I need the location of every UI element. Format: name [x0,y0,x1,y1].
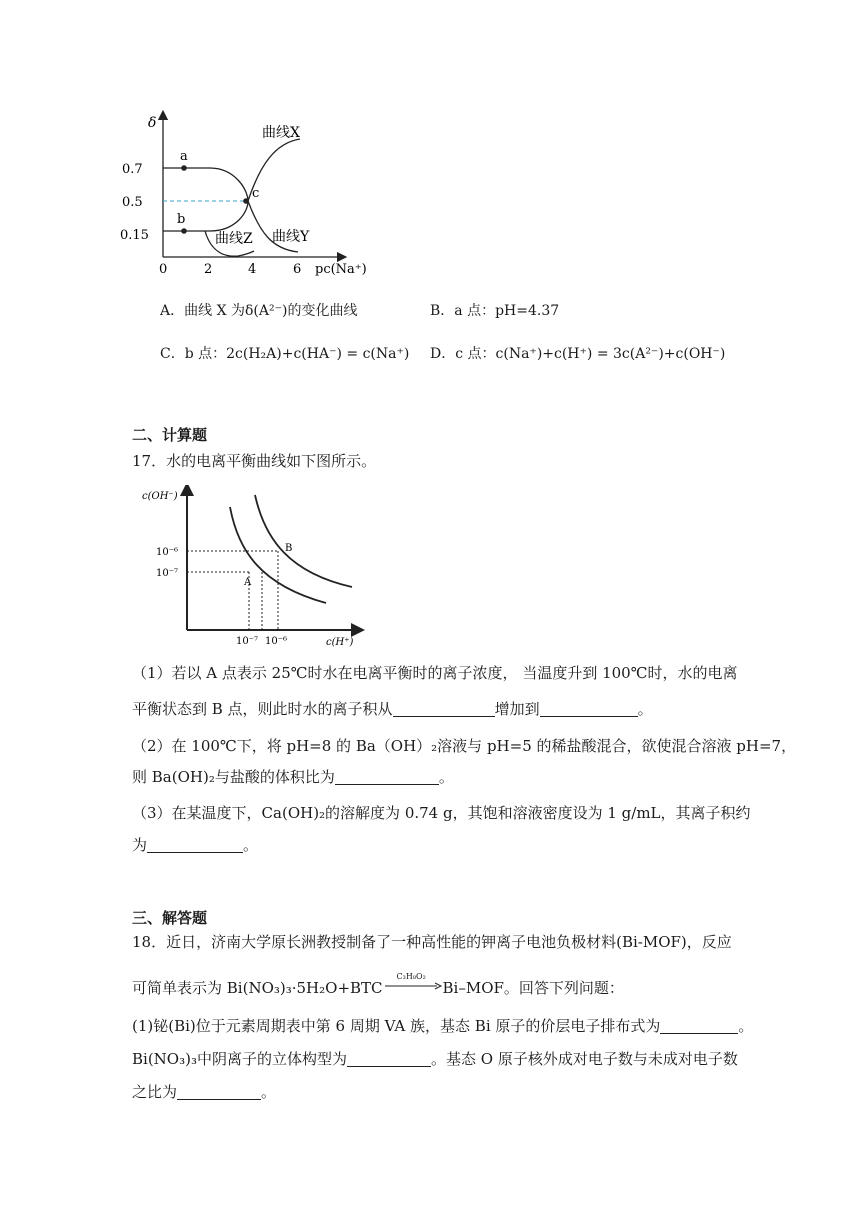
point-b-dot [181,228,187,234]
y-tick-0-7: 0.7 [122,162,143,177]
q18-p1-text-c: Bi(NO₃)₃中阴离子的立体构型为 [132,1050,347,1068]
arrow-icon [383,975,443,995]
curve-upper [163,168,248,201]
arrow-condition-label: C₃H₈O₂ [396,972,426,981]
q17-p2-text-a: 则 Ba(OH)₂与盐酸的体积比为 [132,768,335,786]
q18-text-b: Bi–MOF。回答下列问题： [442,979,624,997]
q17-p1-line2 [132,699,653,719]
q18-line1: 18．近日，济南大学原长洲教授制备了一种高性能的钾离子电池负极材料(Bi-MOF)，反应 [132,933,732,951]
curve-x-label: 曲线X [262,125,300,141]
q18-blank-2[interactable] [347,1051,431,1067]
option-a-text: 曲线 X 为δ(A²⁻)的变化曲线 [184,303,358,319]
isotherm-100c [255,495,352,587]
option-c [160,343,409,363]
option-c-text: b 点：2c(H₂A)+c(HA⁻) = c(Na⁺) [184,346,410,362]
q17-p3-text-a: 为 [132,836,148,854]
q17-p3-line1: （3）在某温度下，Ca(OH)₂的溶解度为 0.74 g，其饱和溶液密度设为 1 g/mL，其离子积约 [132,804,751,822]
option-a-letter: A． [160,303,185,319]
y-axis-label: δ [148,115,157,131]
reaction-arrow [383,972,443,995]
option-d-letter: D． [430,346,456,362]
x-axis-label: pc(Na⁺) [315,262,367,277]
x-tick-1e-7: 10⁻⁷ [236,636,259,647]
x-tick-0: 0 [159,262,168,277]
q17-p3-line2 [132,835,258,855]
section-2-title: 二、计算题 [132,426,208,444]
point-b-label: b [177,212,186,227]
q18-text-a: 可简单表示为 Bi(NO₃)₃·5H₂O+BTC [132,979,383,997]
q18-p1-text-b: 。 [738,1017,754,1035]
y-tick-0-5: 0.5 [122,195,143,210]
q17-p1-text-b: 增加到 [494,700,540,718]
water-ionization-chart [140,485,370,650]
point-a-dot [181,165,187,171]
q18-blank-1[interactable] [660,1018,738,1034]
curve-y-label: 曲线Y [272,229,310,245]
y-tick-1e-6: 10⁻⁶ [156,547,179,558]
point-c-dot [243,198,249,204]
y-axis-label: c(OH⁻) [142,491,178,502]
x-tick-2: 2 [204,262,213,277]
q18-line2 [132,972,624,998]
x-tick-1e-6: 10⁻⁶ [265,636,288,647]
option-a [160,300,357,320]
section-3-title: 三、解答题 [132,909,208,927]
q17-blank-4[interactable] [147,837,243,853]
curve-lower [163,201,248,231]
q18-p1-line1 [132,1016,753,1036]
x-tick-6: 6 [293,262,302,277]
q18-p1-text-d: 。基态 O 原子核外成对电子数与未成对电子数 [430,1050,738,1068]
point-c-label: c [252,186,260,201]
q18-blank-3[interactable] [177,1084,261,1100]
q18-p1-line2 [132,1049,738,1069]
q17-p2-line2 [132,767,454,787]
point-b-label: B [285,543,293,554]
q17-blank-3[interactable] [335,769,439,785]
option-c-letter: C． [160,346,185,362]
q17-p3-text-b: 。 [243,836,259,854]
option-b [430,300,559,320]
point-a-label: A [244,577,252,588]
option-b-letter: B． [430,303,455,319]
distribution-chart [120,105,380,280]
x-axis-label: c(H⁺) [326,637,354,648]
q17-p2-line1: （2）在 100℃下，将 pH=8 的 Ba（OH）₂溶液与 pH=5 的稀盐酸混合，欲使混合溶液 pH=7， [132,737,797,755]
option-d [430,343,725,363]
curve-z-label: 曲线Z [215,231,253,247]
y-tick-1e-7: 10⁻⁷ [156,568,179,579]
x-tick-4: 4 [248,262,257,277]
option-d-text: c 点：c(Na⁺)+c(H⁺) = 3c(A²⁻)+c(OH⁻) [455,346,726,362]
q17-blank-1[interactable] [393,701,495,717]
point-a-label: a [180,149,188,164]
q17-p1-line1: （1）若以 A 点表示 25℃时水在电离平衡时的离子浓度， 当温度升到 100℃时，水的电离 [132,664,738,682]
q17-p1-text-a: 平衡状态到 B 点，则此时水的离子积从 [132,700,393,718]
q17-blank-2[interactable] [540,701,638,717]
y-tick-0-15: 0.15 [120,228,149,243]
q18-p1-line3 [132,1082,276,1102]
q17-stem: 17．水的电离平衡曲线如下图所示。 [132,452,377,470]
q17-p1-text-c: 。 [637,700,653,718]
option-b-text: a 点：pH=4.37 [454,303,560,319]
q18-p1-text-a: (1)铋(Bi)位于元素周期表中第 6 周期 VA 族，基态 Bi 原子的价层电子排布式为 [132,1017,661,1035]
q17-p2-text-b: 。 [438,768,454,786]
q18-p1-text-f: 。 [261,1083,277,1101]
q18-p1-text-e: 之比为 [132,1083,178,1101]
